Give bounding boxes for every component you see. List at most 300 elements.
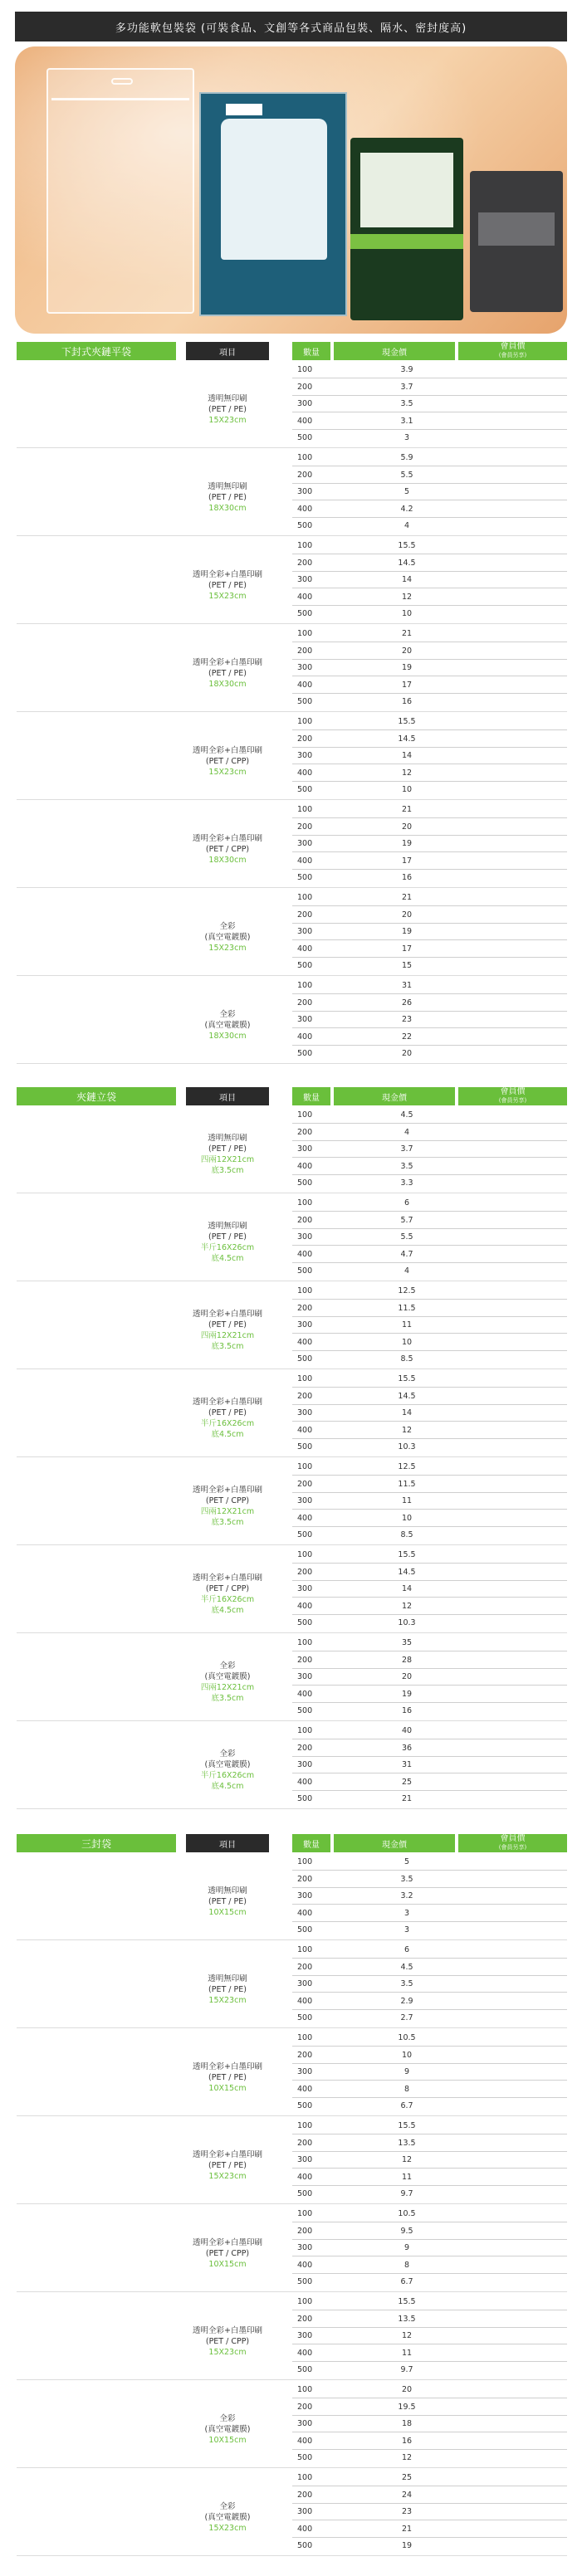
header-qty: 數量	[292, 1834, 330, 1852]
qty-cell: 100	[297, 365, 313, 374]
product-description	[179, 833, 276, 866]
group-divider	[17, 2115, 567, 2116]
row-divider	[292, 1333, 567, 1334]
group-divider	[17, 1632, 567, 1633]
price-cell: 15.5	[398, 1374, 416, 1383]
price-cell: 35	[401, 1638, 413, 1647]
product-name-line: (PET / PE)	[208, 1232, 247, 1242]
row-divider	[292, 1563, 567, 1564]
product-name-line: (PET / PE)	[208, 492, 247, 502]
product-name-line: (PET / CPP)	[205, 2248, 250, 2258]
price-cell: 20	[401, 1672, 413, 1682]
price-cell: 23	[401, 1015, 413, 1025]
header-price: 現金價	[334, 342, 455, 360]
row-divider	[292, 1870, 567, 1871]
product-size: 18X30cm	[208, 855, 247, 865]
qty-cell: 100	[297, 2033, 313, 2042]
qty-cell: 200	[297, 2050, 313, 2060]
row-divider	[292, 1975, 567, 1976]
qty-cell: 300	[297, 663, 313, 673]
row-divider	[292, 1702, 567, 1703]
product-name-line: 透明全彩+白墨印刷	[193, 2061, 262, 2071]
price-cell: 19	[401, 1689, 413, 1699]
product-description	[179, 745, 276, 778]
row-divider	[292, 2415, 567, 2416]
product-name-line: (PET / PE)	[208, 668, 247, 678]
qty-cell: 300	[297, 575, 313, 585]
product-name-line: (真空電鍍膜)	[204, 1760, 251, 1769]
product-name-line: 透明全彩+白墨印刷	[193, 657, 262, 667]
product-name-line: 透明全彩+白墨印刷	[193, 745, 262, 755]
group-divider	[17, 623, 567, 624]
price-cell: 12	[401, 768, 413, 778]
qty-cell: 200	[297, 2402, 313, 2412]
row-divider	[292, 835, 567, 836]
row-divider	[292, 2503, 567, 2504]
row-divider	[292, 2537, 567, 2538]
qty-cell: 100	[297, 1374, 313, 1383]
tshirt-bag-image	[199, 92, 347, 316]
row-divider	[292, 2097, 567, 2098]
product-description	[179, 393, 276, 426]
price-cell: 3.1	[400, 416, 413, 426]
price-cell: 28	[401, 1655, 413, 1665]
price-cell: 19	[401, 839, 413, 849]
price-cell: 15.5	[398, 717, 416, 726]
product-name-line: 全彩	[219, 1749, 236, 1759]
header-member-label: 會員價	[500, 342, 526, 351]
row-divider	[292, 993, 567, 994]
qty-cell: 200	[297, 1874, 313, 1884]
product-name-line: (PET / CPP)	[205, 1496, 250, 1505]
product-size: 半斤16X26cm	[200, 1419, 255, 1428]
row-divider	[292, 1140, 567, 1141]
row-divider	[292, 1157, 567, 1158]
price-cell: 40	[401, 1726, 413, 1735]
price-cell: 3	[403, 1925, 410, 1935]
row-divider	[292, 923, 567, 924]
price-cell: 15.5	[398, 541, 416, 550]
qty-cell: 500	[297, 2189, 313, 2199]
product-description	[179, 1485, 276, 1528]
product-description	[179, 1661, 276, 1704]
product-name-line: 透明無印刷	[208, 1886, 247, 1895]
header-member	[458, 1834, 567, 1852]
row-divider	[292, 1597, 567, 1598]
qty-cell: 200	[297, 1743, 313, 1753]
row-divider	[292, 2168, 567, 2169]
hang-hole-icon	[111, 78, 133, 85]
row-divider	[292, 2063, 567, 2064]
qty-cell: 500	[297, 873, 313, 883]
row-divider	[292, 1685, 567, 1686]
qty-cell: 200	[297, 910, 313, 920]
product-name-line: (PET / CPP)	[205, 844, 250, 854]
group-divider	[17, 711, 567, 712]
product-name-line: (真空電鍍膜)	[204, 1672, 251, 1681]
header-item: 項目	[186, 1087, 269, 1105]
product-size: 底4.5cm	[211, 1782, 244, 1791]
qty-cell: 400	[297, 1777, 313, 1787]
price-cell: 17	[401, 680, 413, 690]
qty-cell: 400	[297, 1032, 313, 1042]
price-cell: 5	[403, 487, 410, 497]
product-size: 15X23cm	[208, 2523, 247, 2533]
price-cell: 23	[401, 2507, 413, 2517]
row-divider	[292, 1316, 567, 1317]
product-size: 10X15cm	[208, 2435, 247, 2445]
section-title: 夾鏈立袋	[17, 1087, 176, 1105]
qty-cell: 200	[297, 558, 313, 568]
price-cell: 9	[403, 2243, 410, 2253]
price-cell: 6	[403, 1945, 410, 1954]
product-description	[179, 1309, 276, 1352]
qty-cell: 300	[297, 2243, 313, 2253]
qty-cell: 500	[297, 785, 313, 795]
qty-cell: 500	[297, 1266, 313, 1276]
row-divider	[292, 2009, 567, 2010]
product-name-line: 透明無印刷	[208, 1134, 247, 1143]
product-name-line: (真空電鍍膜)	[204, 2512, 251, 2522]
qty-cell: 500	[297, 2013, 313, 2023]
price-cell: 10	[401, 609, 413, 619]
price-cell: 31	[401, 1760, 413, 1770]
qty-cell: 400	[297, 2436, 313, 2446]
price-cell: 10.3	[398, 1618, 416, 1628]
price-cell: 12	[401, 2453, 413, 2463]
header-member-sub: (會員另享)	[498, 352, 527, 359]
product-size: 四兩12X21cm	[200, 1683, 255, 1692]
product-name-line: (真空電鍍膜)	[204, 1020, 251, 1030]
product-size: 10X15cm	[208, 1907, 247, 1917]
price-cell: 11	[401, 2348, 413, 2358]
price-cell: 19	[401, 2541, 413, 2551]
price-cell: 10	[401, 1513, 413, 1523]
qty-cell: 100	[297, 1286, 313, 1295]
price-cell: 21	[401, 1794, 413, 1804]
product-name-line: (PET / PE)	[208, 580, 247, 590]
qty-cell: 500	[297, 521, 313, 531]
row-divider	[292, 1526, 567, 1527]
qty-cell: 100	[297, 1550, 313, 1559]
qty-cell: 300	[297, 2419, 313, 2429]
row-divider	[292, 747, 567, 748]
product-name-line: (PET / PE)	[208, 1984, 247, 1994]
qty-cell: 400	[297, 768, 313, 778]
row-divider	[292, 817, 567, 818]
price-cell: 16	[401, 1706, 413, 1716]
qty-cell: 400	[297, 856, 313, 866]
product-size: 四兩12X21cm	[200, 1507, 255, 1516]
row-divider	[292, 2080, 567, 2081]
product-name-line: (PET / PE)	[208, 1320, 247, 1329]
price-cell: 15.5	[398, 2297, 416, 2306]
header-member	[458, 342, 567, 360]
price-cell: 17	[401, 856, 413, 866]
row-divider	[292, 1756, 567, 1757]
row-divider	[292, 1262, 567, 1263]
price-cell: 26	[401, 998, 413, 1007]
qty-cell: 500	[297, 2453, 313, 2463]
price-cell: 5.7	[400, 1215, 413, 1225]
seaweed-bag-image	[350, 138, 463, 320]
product-name-line: (PET / PE)	[208, 2072, 247, 2082]
qty-cell: 500	[297, 961, 313, 971]
brand-mark	[226, 104, 262, 115]
price-cell: 19	[401, 663, 413, 673]
header-member-label: 會員價	[500, 1087, 526, 1096]
qty-cell: 100	[297, 629, 313, 638]
price-cell: 14.5	[398, 1391, 416, 1401]
row-divider	[292, 2046, 567, 2047]
header-member	[458, 1087, 567, 1105]
qty-cell: 500	[297, 2277, 313, 2287]
product-name-line: 透明無印刷	[208, 393, 247, 403]
price-cell: 3.5	[400, 1161, 413, 1171]
qty-cell: 100	[297, 893, 313, 902]
qty-cell: 500	[297, 1925, 313, 1935]
price-cell: 9.7	[400, 2365, 413, 2375]
price-cell: 10	[401, 2050, 413, 2060]
row-divider	[292, 781, 567, 782]
product-name-line: 透明全彩+白墨印刷	[193, 2237, 262, 2247]
price-cell: 13.5	[398, 2314, 416, 2324]
qty-cell: 200	[297, 1391, 313, 1401]
price-cell: 14	[401, 1584, 413, 1594]
row-divider	[292, 1027, 567, 1028]
tshirt-shape	[221, 119, 327, 260]
price-cell: 20	[401, 822, 413, 832]
product-size: 底4.5cm	[211, 1606, 244, 1615]
row-divider	[292, 1404, 567, 1405]
price-cell: 3.5	[400, 399, 413, 409]
qty-cell: 100	[297, 1857, 313, 1866]
product-name-line: 透明全彩+白墨印刷	[193, 1398, 262, 1407]
price-cell: 22	[401, 1032, 413, 1042]
row-divider	[292, 1228, 567, 1229]
product-size: 15X23cm	[208, 591, 247, 601]
row-divider	[292, 517, 567, 518]
qty-cell: 200	[297, 2138, 313, 2148]
product-size: 半斤16X26cm	[200, 1771, 255, 1780]
price-cell: 11.5	[398, 1303, 416, 1313]
row-divider	[292, 1045, 567, 1046]
price-cell: 20	[401, 1049, 413, 1059]
qty-cell: 400	[297, 1601, 313, 1611]
price-cell: 10	[401, 1337, 413, 1347]
price-cell: 3.7	[400, 382, 413, 392]
header-price: 現金價	[334, 1834, 455, 1852]
group-divider	[17, 1808, 567, 1809]
price-cell: 21	[401, 629, 413, 638]
qty-cell: 100	[297, 1726, 313, 1735]
product-description	[179, 2413, 276, 2446]
product-description	[179, 2149, 276, 2182]
row-divider	[292, 1921, 567, 1922]
qty-cell: 200	[297, 1567, 313, 1577]
price-cell: 4	[403, 521, 410, 531]
product-description	[179, 1397, 276, 1440]
qty-cell: 200	[297, 646, 313, 656]
product-name-line: (PET / PE)	[208, 1144, 247, 1154]
product-name-line: (PET / CPP)	[205, 2336, 250, 2346]
qty-cell: 300	[297, 1760, 313, 1770]
row-divider	[292, 483, 567, 484]
qty-cell: 400	[297, 2260, 313, 2270]
price-cell: 5	[403, 1857, 410, 1866]
price-cell: 36	[401, 1743, 413, 1753]
price-cell: 3.2	[400, 1891, 413, 1901]
price-cell: 4.5	[400, 1110, 413, 1120]
qty-cell: 300	[297, 1496, 313, 1506]
row-divider	[292, 1350, 567, 1351]
price-cell: 14.5	[398, 558, 416, 568]
row-divider	[292, 2449, 567, 2450]
product-description	[179, 2237, 276, 2270]
row-divider	[292, 571, 567, 572]
product-name-line: 全彩	[219, 1661, 236, 1671]
row-divider	[292, 1174, 567, 1175]
product-name-line: 全彩	[219, 1009, 236, 1019]
row-divider	[292, 1011, 567, 1012]
qty-cell: 300	[297, 839, 313, 849]
qty-cell: 300	[297, 1672, 313, 1682]
product-name-line: (真空電鍍膜)	[204, 932, 251, 942]
price-cell: 14.5	[398, 734, 416, 744]
price-cell: 14	[401, 575, 413, 585]
qty-cell: 300	[297, 1584, 313, 1594]
qty-cell: 300	[297, 2507, 313, 2517]
qty-cell: 100	[297, 2297, 313, 2306]
price-cell: 10.3	[398, 1442, 416, 1452]
price-cell: 17	[401, 944, 413, 954]
qty-cell: 300	[297, 751, 313, 761]
price-cell: 9.5	[400, 2226, 413, 2236]
qty-cell: 500	[297, 1442, 313, 1452]
product-size: 10X15cm	[208, 2083, 247, 2093]
qty-cell: 400	[297, 1337, 313, 1347]
qty-cell: 200	[297, 470, 313, 480]
product-size: 15X23cm	[208, 767, 247, 777]
bag-stripe	[350, 234, 463, 249]
row-divider	[292, 905, 567, 906]
product-name-line: 透明全彩+白墨印刷	[193, 833, 262, 843]
product-description	[179, 1009, 276, 1042]
qty-cell: 200	[297, 2490, 313, 2500]
price-cell: 9.7	[400, 2189, 413, 2199]
product-name-line: 全彩	[219, 921, 236, 931]
price-cell: 3	[403, 1908, 410, 1918]
product-size: 底3.5cm	[211, 1342, 244, 1351]
section-title: 三封袋	[17, 1834, 176, 1852]
product-description	[179, 569, 276, 602]
row-divider	[292, 869, 567, 870]
price-cell: 12	[401, 1601, 413, 1611]
qty-cell: 400	[297, 592, 313, 602]
product-size: 18X30cm	[208, 679, 247, 689]
qty-cell: 300	[297, 1320, 313, 1330]
qty-cell: 400	[297, 2172, 313, 2182]
row-divider	[292, 851, 567, 852]
qty-cell: 100	[297, 541, 313, 550]
qty-cell: 400	[297, 1996, 313, 2006]
row-divider	[292, 1475, 567, 1476]
product-size: 底3.5cm	[211, 1166, 244, 1175]
price-cell: 12	[401, 2331, 413, 2341]
qty-cell: 200	[297, 1655, 313, 1665]
qty-cell: 400	[297, 1425, 313, 1435]
group-divider	[17, 2379, 567, 2380]
qty-cell: 100	[297, 1945, 313, 1954]
price-cell: 8.5	[400, 1530, 413, 1540]
qty-cell: 100	[297, 2209, 313, 2218]
group-divider	[17, 1544, 567, 1545]
header-price: 現金價	[334, 1087, 455, 1105]
header-qty: 數量	[292, 342, 330, 360]
group-divider	[17, 1368, 567, 1369]
qty-cell: 200	[297, 1962, 313, 1972]
row-divider	[292, 1245, 567, 1246]
group-divider	[17, 2027, 567, 2028]
product-size: 15X23cm	[208, 2347, 247, 2357]
qty-cell: 400	[297, 680, 313, 690]
price-cell: 5.5	[400, 470, 413, 480]
qty-cell: 200	[297, 2314, 313, 2324]
row-divider	[292, 1123, 567, 1124]
row-divider	[292, 1887, 567, 1888]
product-name-line: 全彩	[219, 2501, 236, 2511]
qty-cell: 400	[297, 1249, 313, 1259]
qty-cell: 500	[297, 609, 313, 619]
product-size: 18X30cm	[208, 1031, 247, 1041]
price-cell: 20	[401, 2385, 413, 2394]
header-qty: 數量	[292, 1087, 330, 1105]
price-cell: 6.7	[400, 2101, 413, 2111]
group-divider	[17, 799, 567, 800]
row-divider	[292, 659, 567, 660]
zipper-line	[51, 98, 189, 100]
header-item: 項目	[186, 342, 269, 360]
product-name-line: 透明全彩+白墨印刷	[193, 1573, 262, 1583]
product-name-line: 透明全彩+白墨印刷	[193, 569, 262, 579]
row-divider	[292, 2361, 567, 2362]
product-description	[179, 1886, 276, 1918]
qty-cell: 500	[297, 1706, 313, 1716]
qty-cell: 300	[297, 2067, 313, 2077]
product-name-line: 透明無印刷	[208, 481, 247, 491]
row-divider	[292, 1211, 567, 1212]
header-member-sub: (會員另享)	[498, 1097, 527, 1104]
qty-cell: 200	[297, 1479, 313, 1489]
product-description	[179, 1573, 276, 1616]
product-description	[179, 657, 276, 690]
price-cell: 14	[401, 751, 413, 761]
price-cell: 10.5	[398, 2209, 416, 2218]
qty-cell: 400	[297, 1689, 313, 1699]
price-cell: 21	[401, 2524, 413, 2534]
group-divider	[17, 887, 567, 888]
clear-zipper-bag-image	[46, 68, 194, 314]
qty-cell: 100	[297, 1462, 313, 1471]
qty-cell: 400	[297, 944, 313, 954]
price-cell: 11.5	[398, 1479, 416, 1489]
product-description	[179, 2501, 276, 2534]
price-cell: 3	[403, 433, 410, 443]
coffee-bag-image	[470, 171, 563, 312]
product-size: 半斤16X26cm	[200, 1243, 255, 1252]
product-name-line: (PET / PE)	[208, 1408, 247, 1417]
group-divider	[17, 2467, 567, 2468]
